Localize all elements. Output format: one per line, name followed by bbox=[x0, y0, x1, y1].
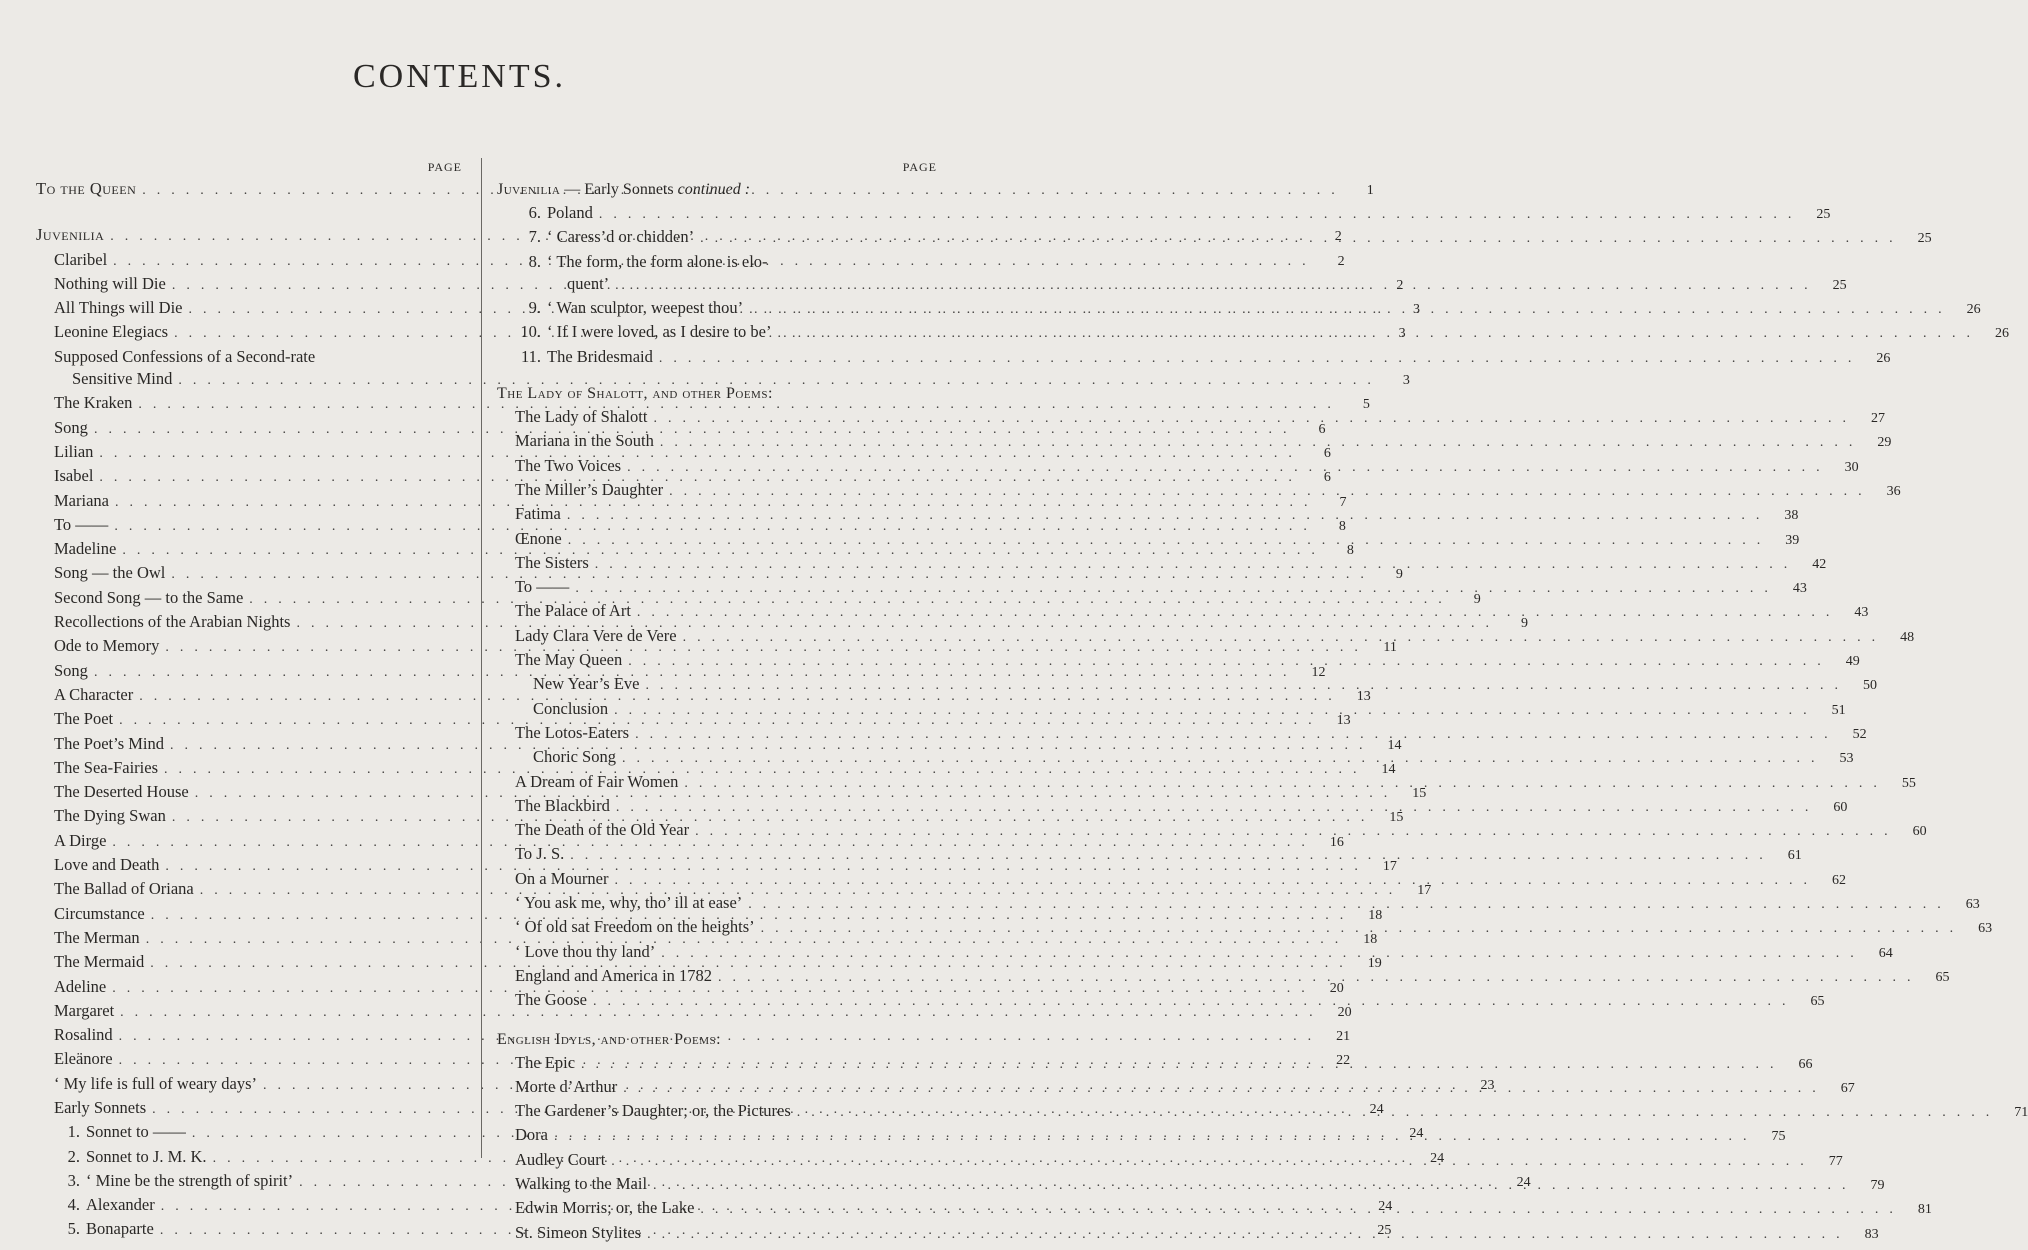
entry-title: Lilian bbox=[54, 441, 94, 461]
entry-title: Rosalind bbox=[54, 1025, 113, 1045]
entry-title: ‘ Caress’d or chidden’ bbox=[547, 227, 695, 247]
entry-number: 2. bbox=[67, 1146, 80, 1166]
toc-entry bbox=[497, 455, 1859, 479]
entry-page: 6 bbox=[1318, 421, 1326, 437]
entry-title: The Blackbird bbox=[515, 795, 610, 815]
entry-title: Dora bbox=[515, 1125, 548, 1145]
toc-entry bbox=[497, 503, 1799, 527]
entry-page: 43 bbox=[1792, 581, 1807, 597]
entry-title: The May Queen bbox=[515, 650, 623, 670]
entry-page: 79 bbox=[1870, 1177, 1885, 1193]
entry-page: 64 bbox=[1878, 945, 1893, 961]
entry-page: 36 bbox=[1886, 483, 1901, 499]
toc-entry bbox=[497, 297, 1981, 321]
entry-page: 12 bbox=[1311, 664, 1326, 680]
column-divider bbox=[481, 158, 482, 1158]
dot-leader bbox=[791, 1102, 2001, 1124]
entry-title: New Year’s Eve bbox=[533, 674, 640, 694]
entry-page: 9 bbox=[1473, 591, 1481, 607]
entry-title: Edwin Morris; or, the Lake bbox=[515, 1198, 695, 1218]
entry-title: Madeline bbox=[54, 539, 117, 559]
toc-entry bbox=[497, 479, 1901, 503]
entry-page: 14 bbox=[1387, 737, 1402, 753]
entry-number: 11. bbox=[520, 346, 541, 366]
entry-page: 26 bbox=[1994, 326, 2009, 342]
entry-page: 30 bbox=[1844, 459, 1859, 475]
dot-leader bbox=[689, 821, 1899, 843]
entry-page: 20 bbox=[1337, 1004, 1352, 1020]
entry-title: The Mermaid bbox=[54, 952, 145, 972]
entry-title: Lady Clara Vere de Vere bbox=[515, 625, 677, 645]
dot-leader bbox=[569, 578, 1779, 600]
dot-leader bbox=[694, 1199, 1904, 1221]
toc-entry-queen: To the Queen ..... 1 bbox=[36, 178, 462, 202]
entry-page: 52 bbox=[1852, 726, 1867, 742]
toc-entry bbox=[497, 321, 2009, 345]
entry-title: Sonnet to —— bbox=[86, 1122, 186, 1142]
entry-page: 65 bbox=[1935, 969, 1950, 985]
toc-entry-supposed-line1: Supposed Confessions of a Second-rate bbox=[54, 346, 316, 366]
dot-leader bbox=[562, 530, 1772, 552]
section-heading-juvenilia-continued: Juvenilia — Early Sonnets continued : bbox=[497, 181, 751, 198]
entry-page: 67 bbox=[1840, 1080, 1855, 1096]
entry-title: ‘ Mine be the strength of spirit’ bbox=[86, 1170, 294, 1190]
entry-page: 6 bbox=[1323, 445, 1331, 461]
entry-page: 2 bbox=[1396, 277, 1404, 293]
toc-entry bbox=[497, 576, 1807, 600]
entry-title: Choric Song bbox=[533, 747, 616, 767]
dot-leader bbox=[587, 991, 1797, 1013]
entry-title: The Deserted House bbox=[54, 782, 189, 802]
entry-title: Song bbox=[54, 660, 88, 680]
entry-title: Alexander bbox=[86, 1195, 155, 1215]
entry-page: 8 bbox=[1346, 543, 1354, 559]
entry-title: ‘ My life is full of weary days’ bbox=[54, 1073, 257, 1093]
entry-title: Poland bbox=[547, 203, 593, 222]
entry-title: Love and Death bbox=[54, 855, 160, 875]
page-title: CONTENTS. bbox=[352, 58, 567, 95]
entry-number: 6. bbox=[528, 203, 541, 222]
dot-leader bbox=[694, 228, 1904, 250]
entry-title: ‘ Wan sculptor, weepest thou’ bbox=[547, 298, 744, 318]
entry-title: The Miller’s Daughter bbox=[515, 479, 664, 499]
entry-title: A Dirge bbox=[54, 830, 107, 850]
entry-page: 25 bbox=[1917, 231, 1932, 247]
entry-page: 63 bbox=[1978, 921, 1993, 937]
entry-page: 71 bbox=[2014, 1105, 2028, 1121]
toc-entry bbox=[497, 202, 1831, 226]
entry-page: 23 bbox=[1480, 1077, 1495, 1093]
dot-leader bbox=[617, 1078, 1827, 1100]
entry-title: A Character bbox=[54, 684, 134, 704]
entry-page: 18 bbox=[1363, 931, 1378, 947]
toc-entry bbox=[497, 430, 1892, 454]
entry-page: 53 bbox=[1839, 751, 1854, 767]
entry-title: The Gardener’s Daughter; or, the Pictures bbox=[515, 1101, 791, 1121]
dot-leader bbox=[629, 724, 1839, 746]
entry-title: To J. S. bbox=[515, 844, 565, 864]
entry-page: 60 bbox=[1912, 824, 1927, 840]
entry-page: 42 bbox=[1812, 556, 1827, 572]
entry-title: Morte d’Arthur bbox=[515, 1076, 618, 1096]
entry-page: 2 bbox=[1337, 253, 1345, 269]
entry-page: 65 bbox=[1810, 994, 1825, 1010]
entry-title: Bonaparte bbox=[86, 1219, 154, 1239]
dot-leader bbox=[647, 1175, 1857, 1197]
entry-title: The Two Voices bbox=[515, 455, 622, 475]
entry-page: 13 bbox=[1356, 688, 1371, 704]
entry-number: 5. bbox=[67, 1219, 80, 1239]
dot-leader bbox=[639, 675, 1849, 697]
entry-page: 81 bbox=[1917, 1202, 1932, 1218]
entry-page: 24 bbox=[1516, 1174, 1531, 1190]
entry-title: The Ballad of Oriana bbox=[54, 879, 194, 899]
dot-leader bbox=[605, 1151, 1815, 1173]
entry-page: 7 bbox=[1339, 494, 1347, 510]
dot-leader bbox=[548, 1126, 1758, 1148]
page-column-label: PAGE bbox=[427, 160, 462, 174]
entry-page: 24 bbox=[1409, 1126, 1424, 1142]
dot-leader bbox=[742, 894, 1952, 916]
entry-page: 19 bbox=[1367, 956, 1382, 972]
toc-entry bbox=[497, 528, 1800, 552]
entry-title: To —— bbox=[54, 514, 109, 534]
entry-page: 77 bbox=[1828, 1153, 1843, 1169]
dot-leader bbox=[653, 348, 1863, 370]
entry-title: The Bridesmaid bbox=[547, 346, 653, 366]
entry-page: 3 bbox=[1398, 326, 1406, 342]
entry-number: 7. bbox=[528, 227, 541, 247]
dot-leader bbox=[678, 773, 1888, 795]
entry-page: 60 bbox=[1833, 799, 1848, 815]
entry-page: 50 bbox=[1862, 678, 1877, 694]
entry-title: The Dying Swan bbox=[54, 806, 166, 826]
toc-entry bbox=[497, 406, 1885, 430]
entry-page: 43 bbox=[1854, 605, 1869, 621]
entry-page: 48 bbox=[1900, 629, 1915, 645]
entry-title: ‘ Of old sat Freedom on the heights’ bbox=[515, 917, 755, 937]
entry-page: 17 bbox=[1382, 859, 1397, 875]
entry-title: All Things will Die bbox=[54, 298, 183, 318]
entry-page: 24 bbox=[1369, 1101, 1384, 1117]
dot-leader bbox=[564, 845, 1774, 867]
entry-title: Nothing will Die bbox=[54, 273, 166, 293]
dot-leader bbox=[663, 481, 1873, 503]
dot-leader bbox=[631, 602, 1841, 624]
entry-page: 20 bbox=[1329, 980, 1344, 996]
dot-leader bbox=[743, 299, 1953, 321]
dot-leader bbox=[622, 651, 1832, 673]
entry-title: Mariana bbox=[54, 490, 109, 510]
dot-leader bbox=[712, 967, 1922, 989]
entry-title: Leonine Elegiacs bbox=[54, 322, 169, 342]
entry-page: 75 bbox=[1771, 1129, 1786, 1145]
entry-page: 22 bbox=[1336, 1053, 1351, 1069]
entry-title: The Goose bbox=[515, 990, 587, 1010]
entry-title: Fatima bbox=[515, 504, 561, 524]
entry-title: The Poet’s Mind bbox=[54, 733, 164, 753]
entry-title: Conclusion bbox=[533, 698, 609, 718]
entry-page: 25 bbox=[1816, 207, 1831, 222]
entry-page: 51 bbox=[1831, 702, 1846, 718]
entry-page: 13 bbox=[1336, 713, 1351, 729]
section-heading-shalott: The Lady of Shalott, and other Poems: bbox=[497, 385, 773, 403]
entry-page: 17 bbox=[1417, 883, 1432, 899]
early-sonnets-continued-list-b bbox=[497, 297, 2009, 370]
entry-page: 18 bbox=[1368, 907, 1383, 923]
entry-title: To —— bbox=[515, 577, 570, 597]
entry-title: The Lotos-Eaters bbox=[515, 722, 630, 742]
dot-leader bbox=[647, 408, 1857, 430]
entry-page: 61 bbox=[1787, 848, 1802, 864]
dot-leader bbox=[755, 918, 1965, 940]
dot-leader bbox=[655, 943, 1865, 965]
entry-title: Walking to the Mail bbox=[515, 1173, 648, 1193]
entry-page: 29 bbox=[1877, 435, 1892, 451]
entry-number: 9. bbox=[528, 298, 541, 318]
entry-page: 49 bbox=[1845, 654, 1860, 670]
entry-title: Ode to Memory bbox=[54, 636, 160, 656]
dot-leader bbox=[677, 627, 1887, 649]
dot-leader bbox=[621, 457, 1831, 479]
entry-page: 3 bbox=[1413, 302, 1420, 318]
entry-title: Audley Court bbox=[515, 1149, 606, 1169]
page-column-label-right: PAGE bbox=[902, 160, 937, 174]
entry-title: St. Simeon Stylites bbox=[515, 1222, 642, 1242]
entry-page: 9 bbox=[1395, 567, 1403, 583]
entry-page: 8 bbox=[1338, 518, 1346, 534]
entry-title: ‘ You ask me, why, tho’ ill at ease’ bbox=[515, 893, 743, 913]
entry-page: 24 bbox=[1378, 1199, 1393, 1215]
entry-title: The Kraken bbox=[54, 393, 133, 413]
entry-title: A Dream of Fair Women bbox=[515, 771, 679, 791]
entry-title: England and America in 1782 bbox=[515, 965, 713, 985]
entry-title: The Poet bbox=[54, 709, 114, 729]
entry-page: 38 bbox=[1784, 508, 1799, 524]
entry-page: 15 bbox=[1389, 810, 1404, 826]
entry-title: Second Song — to the Same bbox=[54, 587, 244, 607]
entry-page: 39 bbox=[1785, 532, 1800, 548]
entry-title: The Sisters bbox=[515, 552, 589, 572]
entry-page: 5 bbox=[1362, 397, 1370, 413]
entry-number: 1. bbox=[67, 1122, 80, 1142]
toc-entry-sonnet-8-line2: quent’ ..... 25 bbox=[497, 273, 937, 297]
entry-page: 14 bbox=[1381, 761, 1396, 777]
entry-page: 26 bbox=[1876, 350, 1891, 366]
entry-title: The Lady of Shalott bbox=[515, 407, 648, 427]
entry-title: ‘ If I were loved, as I desire to be’ bbox=[547, 322, 772, 342]
toc-entry bbox=[497, 600, 1869, 624]
entry-title: Early Sonnets bbox=[54, 1097, 147, 1117]
entry-title: The Sea-Fairies bbox=[54, 757, 159, 777]
entry-page: 63 bbox=[1965, 897, 1980, 913]
toc-entry-sonnet-8-line1: 8. ‘ The form, the form alone is elo- bbox=[528, 251, 768, 271]
entry-title: On a Mourner bbox=[515, 868, 609, 888]
dot-leader bbox=[575, 1054, 1785, 1076]
dot-leader bbox=[608, 700, 1818, 722]
dot-leader bbox=[641, 1224, 1851, 1246]
entry-page: 25 bbox=[1377, 1223, 1392, 1239]
section-heading-english-idyls: English Idyls, and other Poems: bbox=[497, 1030, 722, 1048]
entry-number: 3. bbox=[67, 1170, 80, 1190]
dot-leader bbox=[561, 505, 1771, 527]
entry-page: 15 bbox=[1412, 786, 1427, 802]
entry-title: Song bbox=[54, 417, 88, 437]
entry-title: Song — the Owl bbox=[54, 563, 166, 583]
entry-page: 66 bbox=[1798, 1056, 1813, 1072]
entry-page: 83 bbox=[1864, 1226, 1879, 1242]
dot-leader bbox=[593, 204, 1803, 226]
entry-title: Sonnet to J. M. K. bbox=[86, 1146, 207, 1166]
dot-leader bbox=[608, 870, 1818, 892]
entry-title: The Merman bbox=[54, 927, 140, 947]
entry-page: 16 bbox=[1329, 834, 1344, 850]
entry-title: Eleänore bbox=[54, 1049, 113, 1069]
toc-entry-juvenilia: Juvenilia ..... 2 bbox=[36, 224, 462, 248]
entry-page: 9 bbox=[1520, 616, 1528, 632]
toc-entry bbox=[497, 346, 1891, 370]
entry-title: The Palace of Art bbox=[515, 601, 631, 621]
entry-page: 26 bbox=[1966, 302, 1981, 318]
toc-entry bbox=[497, 552, 1827, 576]
entry-page: 21 bbox=[1336, 1029, 1351, 1045]
entry-title: Margaret bbox=[54, 1000, 115, 1020]
dot-leader bbox=[654, 432, 1864, 454]
entry-title: The Epic bbox=[515, 1052, 576, 1072]
entry-title: ‘ Love thou thy land’ bbox=[515, 941, 656, 961]
entry-title: Claribel bbox=[54, 249, 108, 269]
entry-title: Isabel bbox=[54, 466, 94, 486]
entry-page: 6 bbox=[1323, 470, 1331, 486]
entry-title: Circumstance bbox=[54, 903, 145, 923]
entry-number: 4. bbox=[67, 1195, 80, 1215]
entry-title: Œnone bbox=[515, 528, 562, 548]
entry-title: Recollections of the Arabian Nights bbox=[54, 612, 291, 632]
toc-entry-supposed-line2: Sensitive Mind ..... 3 bbox=[36, 368, 462, 392]
entry-title: The Death of the Old Year bbox=[515, 820, 690, 840]
entry-page: 24 bbox=[1430, 1150, 1445, 1166]
dot-leader bbox=[589, 554, 1799, 576]
entry-title: Adeline bbox=[54, 976, 107, 996]
dot-leader bbox=[610, 797, 1820, 819]
entry-number: 10. bbox=[520, 322, 541, 342]
entry-page: 55 bbox=[1901, 775, 1916, 791]
dot-leader bbox=[616, 748, 1826, 770]
entry-page: 11 bbox=[1383, 640, 1397, 656]
entry-title: Mariana in the South bbox=[515, 431, 654, 451]
dot-leader bbox=[771, 323, 1981, 345]
entry-page: 27 bbox=[1870, 411, 1885, 427]
entry-page: 62 bbox=[1831, 872, 1846, 888]
